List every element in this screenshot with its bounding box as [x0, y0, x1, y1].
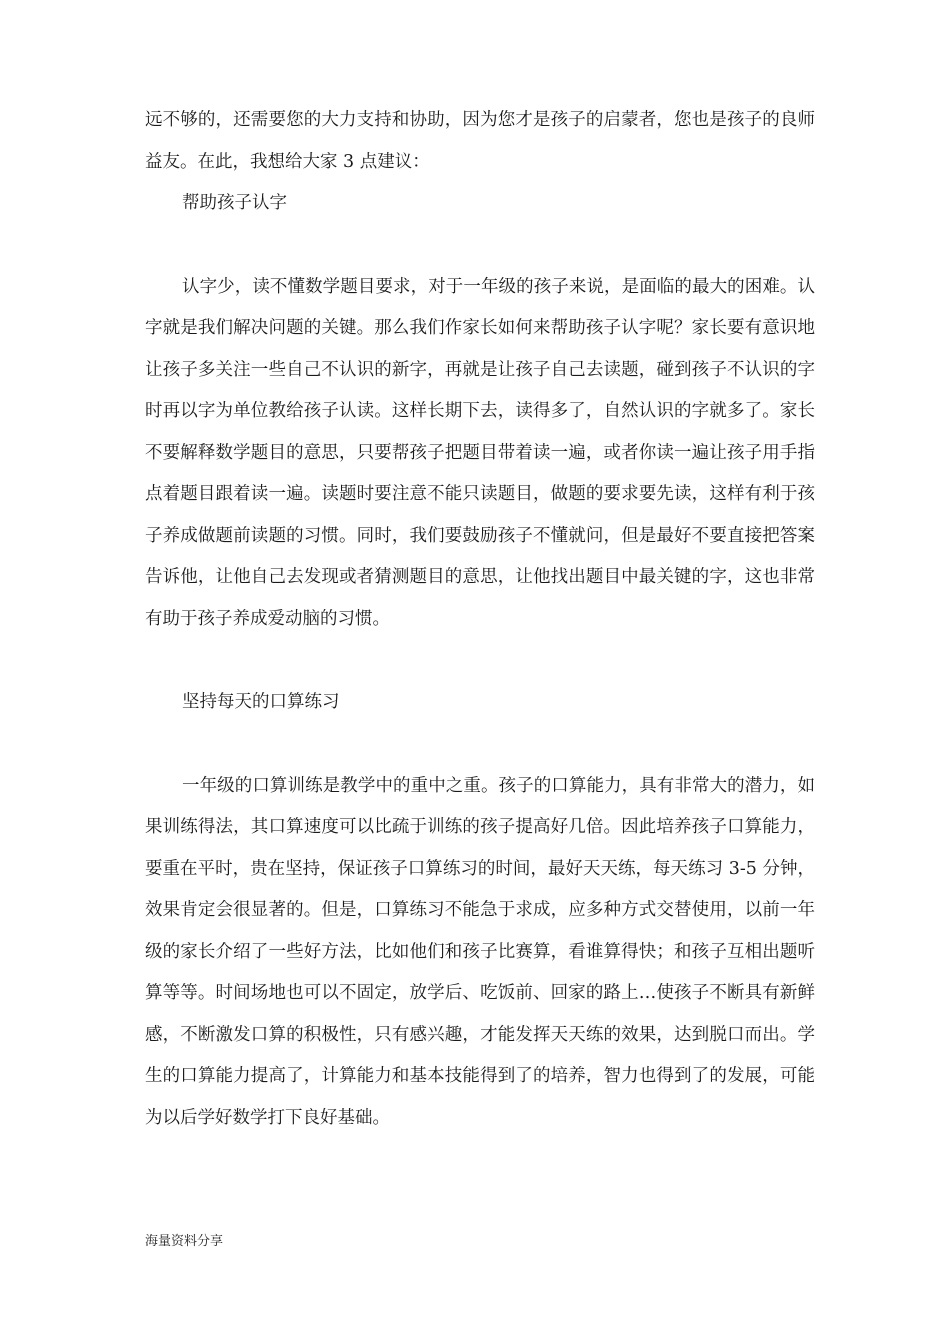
section-heading-mental-arithmetic: 坚持每天的口算练习: [182, 692, 340, 712]
spacer: [145, 724, 815, 766]
section-body-mental-arithmetic: 一年级的口算训练是教学中的重中之重。孩子的口算能力，具有非常大的潜力，如果训练得法，其口算速度可以比疏于训练的孩子提高好几倍。因此培养孩子口算能力，要重在平时，贵在坚持，保证孩子口算练习的时间，最好天天练，每天练习 3-5 分钟，效果肯定会很显著的。但是，口算练习不能急于求成，应多种方式交替使用，以前一年级的家长介绍了一些好方法，比如他们和孩子比赛算，看谁算得快；和孩子互相出题听算等等。时间场地也可以不固定，放学后、吃饭前、回家的路上…使孩子不断具有新鲜感，不断激发口算的积极性，只有感兴趣，才能发挥天天练的效果，达到脱口而出。学生的口算能力提高了，计算能力和基本技能得到了的培养，智力也得到了的发展，可能为以后学好数学打下良好基础。: [145, 775, 815, 1128]
section-heading-recognize-characters: 帮助孩子认字: [182, 193, 287, 213]
spacer: [145, 225, 815, 267]
intro-paragraph: 远不够的，还需要您的大力支持和协助，因为您才是孩子的启蒙者，您也是孩子的良师益友。在此，我想给大家 3 点建议：: [145, 110, 815, 172]
document-page: [145, 100, 815, 1139]
section-body-recognize-characters: 认字少，读不懂数学题目要求，对于一年级的孩子来说，是面临的最大的困难。认字就是我们解决问题的关键。那么我们作家长如何来帮助孩子认字呢？家长要有意识地让孩子多关注一些自己不认识的新字，再就是让孩子自己去读题，碰到孩子不认识的字时再以字为单位教给孩子认读。这样长期下去，读得多了，自然认识的字就多了。家长不要解释数学题目的意思，只要帮孩子把题目带着读一遍，或者你读一遍让孩子用手指点着题目跟着读一遍。读题时要注意不能只读题目，做题的要求要先读，这样有利于孩子养成做题前读题的习惯。同时，我们要鼓励孩子不懂就问，但是最好不要直接把答案告诉他，让他自己去发现或者猜测题目的意思，让他找出题目中最关键的字，这也非常有助于孩子养成爱动脑的习惯。: [145, 276, 815, 629]
spacer: [145, 640, 815, 682]
page-footer: 海量资料分享: [145, 1234, 224, 1249]
